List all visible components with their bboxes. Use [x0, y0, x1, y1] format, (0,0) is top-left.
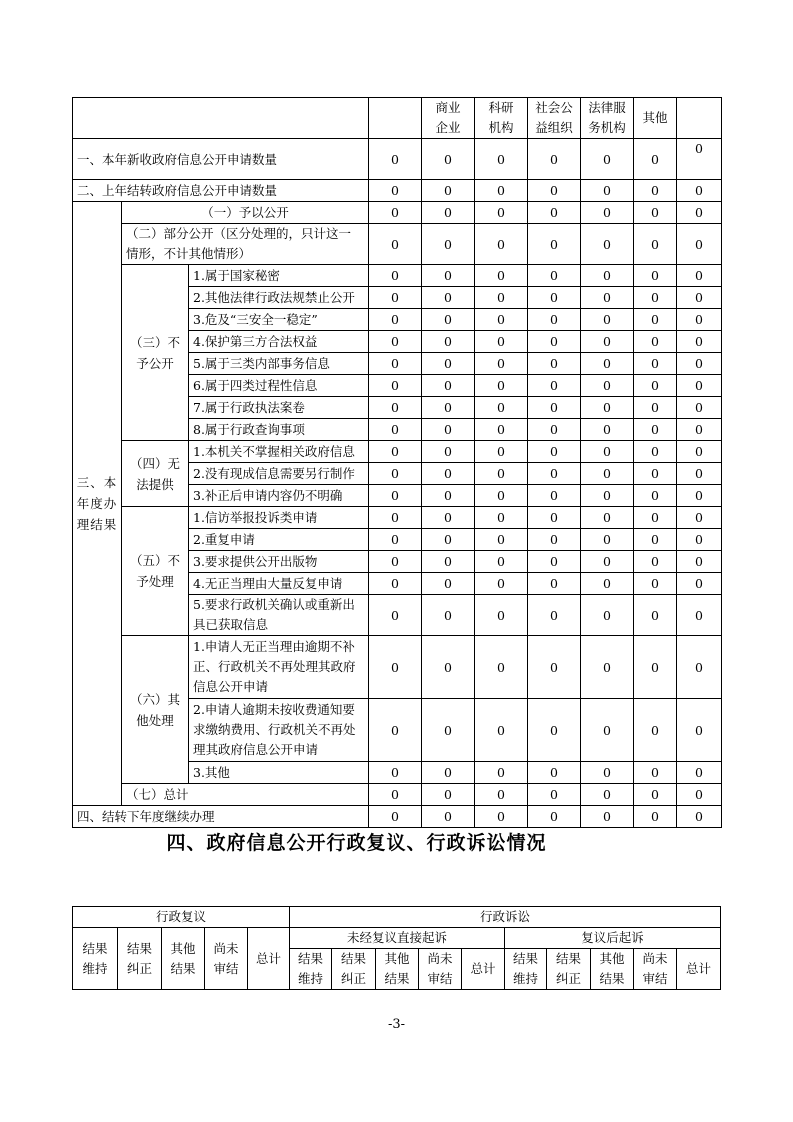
- value-cell: 0: [528, 573, 581, 595]
- value-cell: 0: [677, 180, 722, 202]
- header-after-review-suit: 复议后起诉: [505, 928, 721, 949]
- value-cell: 0: [475, 419, 528, 441]
- item-label: 7.属于行政执法案卷: [189, 397, 369, 419]
- item-label: 2.重复申请: [189, 529, 369, 551]
- value-cell: 0: [528, 485, 581, 507]
- value-cell: 0: [475, 180, 528, 202]
- value-cell: 0: [634, 529, 677, 551]
- value-cell: 0: [369, 202, 422, 224]
- value-cell: 0: [634, 573, 677, 595]
- value-cell: 0: [677, 224, 722, 265]
- value-cell: 0: [634, 699, 677, 762]
- value-cell: 0: [422, 485, 475, 507]
- item-label: 1.信访举报投诉类申请: [189, 507, 369, 529]
- page-number: -3-: [387, 1017, 406, 1032]
- value-cell: 0: [369, 551, 422, 573]
- value-cell: 0: [581, 419, 634, 441]
- value-cell: 0: [475, 202, 528, 224]
- value-cell: 0: [677, 636, 722, 699]
- row-label: 一、本年新收政府信息公开申请数量: [73, 139, 369, 180]
- value-cell: 0: [475, 529, 528, 551]
- value-cell: 0: [634, 139, 677, 180]
- value-cell: 0: [369, 529, 422, 551]
- value-cell: 0: [422, 507, 475, 529]
- value-cell: 0: [475, 265, 528, 287]
- value-cell: 0: [528, 463, 581, 485]
- header-total: [677, 98, 722, 139]
- value-cell: 0: [677, 287, 722, 309]
- value-cell: 0: [677, 202, 722, 224]
- value-cell: 0: [422, 806, 475, 828]
- value-cell: 0: [581, 224, 634, 265]
- value-cell: 0: [677, 139, 722, 180]
- value-cell: 0: [422, 573, 475, 595]
- value-cell: 0: [528, 331, 581, 353]
- value-cell: 0: [528, 551, 581, 573]
- group-label: （六）其 他处理: [122, 636, 189, 784]
- litigation-col-head: 尚未 审结: [634, 949, 677, 990]
- value-cell: 0: [369, 224, 422, 265]
- review-col-head: 总计: [248, 928, 290, 990]
- value-cell: 0: [369, 806, 422, 828]
- value-cell: 0: [528, 419, 581, 441]
- value-cell: 0: [634, 265, 677, 287]
- value-cell: 0: [677, 699, 722, 762]
- value-cell: 0: [634, 636, 677, 699]
- litigation-col-head: 结果 维持: [290, 949, 332, 990]
- value-cell: 0: [581, 529, 634, 551]
- header-direct-suit: 未经复议直接起诉: [290, 928, 505, 949]
- value-cell: 0: [581, 699, 634, 762]
- value-cell: 0: [475, 331, 528, 353]
- header-admin-litigation: 行政诉讼: [290, 907, 721, 928]
- application-stats-table: [72, 97, 722, 828]
- value-cell: 0: [369, 595, 422, 636]
- value-cell: 0: [634, 375, 677, 397]
- header-col: 法律服 务机构: [581, 98, 634, 139]
- value-cell: 0: [581, 595, 634, 636]
- value-cell: 0: [634, 224, 677, 265]
- group-label: （五）不 予处理: [122, 507, 189, 636]
- value-cell: 0: [475, 699, 528, 762]
- value-cell: 0: [369, 397, 422, 419]
- value-cell: 0: [369, 762, 422, 784]
- value-cell: 0: [369, 309, 422, 331]
- value-cell: 0: [422, 139, 475, 180]
- value-cell: 0: [528, 806, 581, 828]
- item-label: 8.属于行政查询事项: [189, 419, 369, 441]
- item-label: 1.属于国家秘密: [189, 265, 369, 287]
- value-cell: 0: [634, 463, 677, 485]
- value-cell: 0: [677, 397, 722, 419]
- value-cell: 0: [422, 551, 475, 573]
- value-cell: 0: [677, 529, 722, 551]
- value-cell: 0: [369, 699, 422, 762]
- review-col-head: 尚未 审结: [205, 928, 248, 990]
- value-cell: 0: [528, 180, 581, 202]
- value-cell: 0: [677, 463, 722, 485]
- value-cell: 0: [422, 265, 475, 287]
- value-cell: 0: [581, 265, 634, 287]
- row-label: （二）部分公开（区分处理的，只计这一 情形，不计其他情形）: [122, 224, 369, 265]
- litigation-col-head: 结果 纠正: [332, 949, 376, 990]
- value-cell: 0: [634, 762, 677, 784]
- value-cell: 0: [528, 287, 581, 309]
- value-cell: 0: [369, 784, 422, 806]
- review-litigation-table: [72, 906, 721, 990]
- value-cell: 0: [369, 507, 422, 529]
- value-cell: 0: [581, 551, 634, 573]
- item-label: 3.要求提供公开出版物: [189, 551, 369, 573]
- value-cell: 0: [677, 762, 722, 784]
- item-label: 3.危及“三安全一稳定”: [189, 309, 369, 331]
- value-cell: 0: [677, 485, 722, 507]
- value-cell: 0: [369, 265, 422, 287]
- value-cell: 0: [634, 419, 677, 441]
- value-cell: 0: [581, 331, 634, 353]
- item-label: 1.本机关不掌握相关政府信息: [189, 441, 369, 463]
- value-cell: 0: [528, 139, 581, 180]
- value-cell: 0: [677, 331, 722, 353]
- item-label: 5.要求行政机关确认或重新出 具已获取信息: [189, 595, 369, 636]
- value-cell: 0: [475, 309, 528, 331]
- value-cell: 0: [581, 485, 634, 507]
- value-cell: 0: [581, 353, 634, 375]
- value-cell: 0: [422, 180, 475, 202]
- value-cell: 0: [528, 636, 581, 699]
- value-cell: 0: [528, 507, 581, 529]
- value-cell: 0: [634, 287, 677, 309]
- value-cell: 0: [528, 529, 581, 551]
- value-cell: 0: [369, 287, 422, 309]
- value-cell: 0: [422, 353, 475, 375]
- value-cell: 0: [475, 551, 528, 573]
- value-cell: 0: [528, 397, 581, 419]
- value-cell: 0: [581, 762, 634, 784]
- value-cell: 0: [422, 419, 475, 441]
- litigation-col-head: 其他 结果: [591, 949, 634, 990]
- group-label: （三）不 予公开: [122, 265, 189, 441]
- value-cell: 0: [634, 806, 677, 828]
- value-cell: 0: [369, 139, 422, 180]
- section-4-title: 四、政府信息公开行政复议、行政诉讼情况: [166, 832, 547, 854]
- review-col-head: 结果 维持: [73, 928, 118, 990]
- value-cell: 0: [581, 287, 634, 309]
- value-cell: 0: [634, 485, 677, 507]
- value-cell: 0: [475, 139, 528, 180]
- value-cell: 0: [634, 551, 677, 573]
- value-cell: 0: [475, 397, 528, 419]
- item-label: 2.没有现成信息需要另行制作: [189, 463, 369, 485]
- value-cell: 0: [581, 397, 634, 419]
- value-cell: 0: [677, 375, 722, 397]
- header-natural-person: [369, 98, 422, 139]
- value-cell: 0: [475, 784, 528, 806]
- value-cell: 0: [634, 180, 677, 202]
- value-cell: 0: [422, 529, 475, 551]
- review-col-head: 其他 结果: [162, 928, 205, 990]
- value-cell: 0: [581, 441, 634, 463]
- value-cell: 0: [528, 595, 581, 636]
- value-cell: 0: [475, 636, 528, 699]
- header-col: 其他: [634, 98, 677, 139]
- group-label: （四）无 法提供: [122, 441, 189, 507]
- value-cell: 0: [369, 180, 422, 202]
- value-cell: 0: [475, 287, 528, 309]
- value-cell: 0: [528, 762, 581, 784]
- value-cell: 0: [581, 180, 634, 202]
- value-cell: 0: [677, 573, 722, 595]
- value-cell: 0: [369, 353, 422, 375]
- item-label: 3.补正后申请内容仍不明确: [189, 485, 369, 507]
- item-label: 1.申请人无正当理由逾期不补 正、行政机关不再处理其政府 信息公开申请: [189, 636, 369, 699]
- value-cell: 0: [422, 309, 475, 331]
- value-cell: 0: [422, 636, 475, 699]
- header-col: 商业 企业: [422, 98, 475, 139]
- value-cell: 0: [528, 375, 581, 397]
- value-cell: 0: [581, 507, 634, 529]
- header-col: 科研 机构: [475, 98, 528, 139]
- header-blank: [73, 98, 369, 139]
- item-label: 3.其他: [189, 762, 369, 784]
- value-cell: 0: [677, 595, 722, 636]
- value-cell: 0: [677, 309, 722, 331]
- value-cell: 0: [475, 224, 528, 265]
- value-cell: 0: [475, 573, 528, 595]
- value-cell: 0: [528, 202, 581, 224]
- review-col-head: 结果 纠正: [118, 928, 162, 990]
- value-cell: 0: [369, 636, 422, 699]
- value-cell: 0: [581, 463, 634, 485]
- value-cell: 0: [422, 762, 475, 784]
- header-admin-review: 行政复议: [73, 907, 290, 928]
- row-label: 二、上年结转政府信息公开申请数量: [73, 180, 369, 202]
- value-cell: 0: [475, 463, 528, 485]
- value-cell: 0: [634, 441, 677, 463]
- value-cell: 0: [475, 806, 528, 828]
- litigation-col-head: 总计: [677, 949, 721, 990]
- value-cell: 0: [475, 375, 528, 397]
- item-label: 2.申请人逾期未按收费通知要 求缴纳费用、行政机关不再处 理其政府信息公开申请: [189, 699, 369, 762]
- value-cell: 0: [528, 441, 581, 463]
- value-cell: 0: [634, 331, 677, 353]
- item-label: 6.属于四类过程性信息: [189, 375, 369, 397]
- item-label: 2.其他法律行政法规禁止公开: [189, 287, 369, 309]
- value-cell: 0: [369, 441, 422, 463]
- value-cell: 0: [581, 139, 634, 180]
- value-cell: 0: [581, 636, 634, 699]
- value-cell: 0: [677, 441, 722, 463]
- value-cell: 0: [422, 441, 475, 463]
- item-label: 4.无正当理由大量反复申请: [189, 573, 369, 595]
- value-cell: 0: [422, 397, 475, 419]
- section-3-label: 三、本 年度办 理结果: [73, 202, 122, 806]
- value-cell: 0: [369, 331, 422, 353]
- value-cell: 0: [677, 551, 722, 573]
- value-cell: 0: [422, 287, 475, 309]
- value-cell: 0: [369, 485, 422, 507]
- value-cell: 0: [581, 784, 634, 806]
- value-cell: 0: [422, 331, 475, 353]
- value-cell: 0: [634, 202, 677, 224]
- value-cell: 0: [634, 353, 677, 375]
- value-cell: 0: [634, 309, 677, 331]
- value-cell: 0: [475, 485, 528, 507]
- value-cell: 0: [581, 309, 634, 331]
- value-cell: 0: [422, 784, 475, 806]
- value-cell: 0: [475, 441, 528, 463]
- row-label: （一）予以公开: [122, 202, 369, 224]
- value-cell: 0: [475, 595, 528, 636]
- litigation-col-head: 结果 维持: [505, 949, 547, 990]
- value-cell: 0: [475, 762, 528, 784]
- value-cell: 0: [581, 806, 634, 828]
- value-cell: 0: [422, 224, 475, 265]
- value-cell: 0: [677, 353, 722, 375]
- value-cell: 0: [581, 375, 634, 397]
- value-cell: 0: [528, 699, 581, 762]
- row-label: （七）总计: [122, 784, 369, 806]
- value-cell: 0: [475, 353, 528, 375]
- value-cell: 0: [528, 353, 581, 375]
- value-cell: 0: [422, 202, 475, 224]
- value-cell: 0: [634, 507, 677, 529]
- litigation-col-head: 其他 结果: [376, 949, 419, 990]
- value-cell: 0: [528, 224, 581, 265]
- value-cell: 0: [422, 699, 475, 762]
- value-cell: 0: [369, 463, 422, 485]
- row-label: 四、结转下年度继续办理: [73, 806, 369, 828]
- value-cell: 0: [422, 595, 475, 636]
- value-cell: 0: [528, 265, 581, 287]
- litigation-col-head: 总计: [462, 949, 505, 990]
- value-cell: 0: [475, 507, 528, 529]
- header-col: 社会公 益组织: [528, 98, 581, 139]
- item-label: 4.保护第三方合法权益: [189, 331, 369, 353]
- value-cell: 0: [634, 397, 677, 419]
- value-cell: 0: [677, 265, 722, 287]
- value-cell: 0: [634, 784, 677, 806]
- value-cell: 0: [581, 573, 634, 595]
- value-cell: 0: [422, 375, 475, 397]
- item-label: 5.属于三类内部事务信息: [189, 353, 369, 375]
- value-cell: 0: [677, 419, 722, 441]
- value-cell: 0: [528, 784, 581, 806]
- value-cell: 0: [369, 375, 422, 397]
- value-cell: 0: [677, 784, 722, 806]
- value-cell: 0: [528, 309, 581, 331]
- litigation-col-head: 尚未 审结: [419, 949, 462, 990]
- value-cell: 0: [677, 507, 722, 529]
- value-cell: 0: [634, 595, 677, 636]
- value-cell: 0: [581, 202, 634, 224]
- value-cell: 0: [369, 419, 422, 441]
- value-cell: 0: [677, 806, 722, 828]
- litigation-col-head: 结果 纠正: [547, 949, 591, 990]
- value-cell: 0: [422, 463, 475, 485]
- value-cell: 0: [369, 573, 422, 595]
